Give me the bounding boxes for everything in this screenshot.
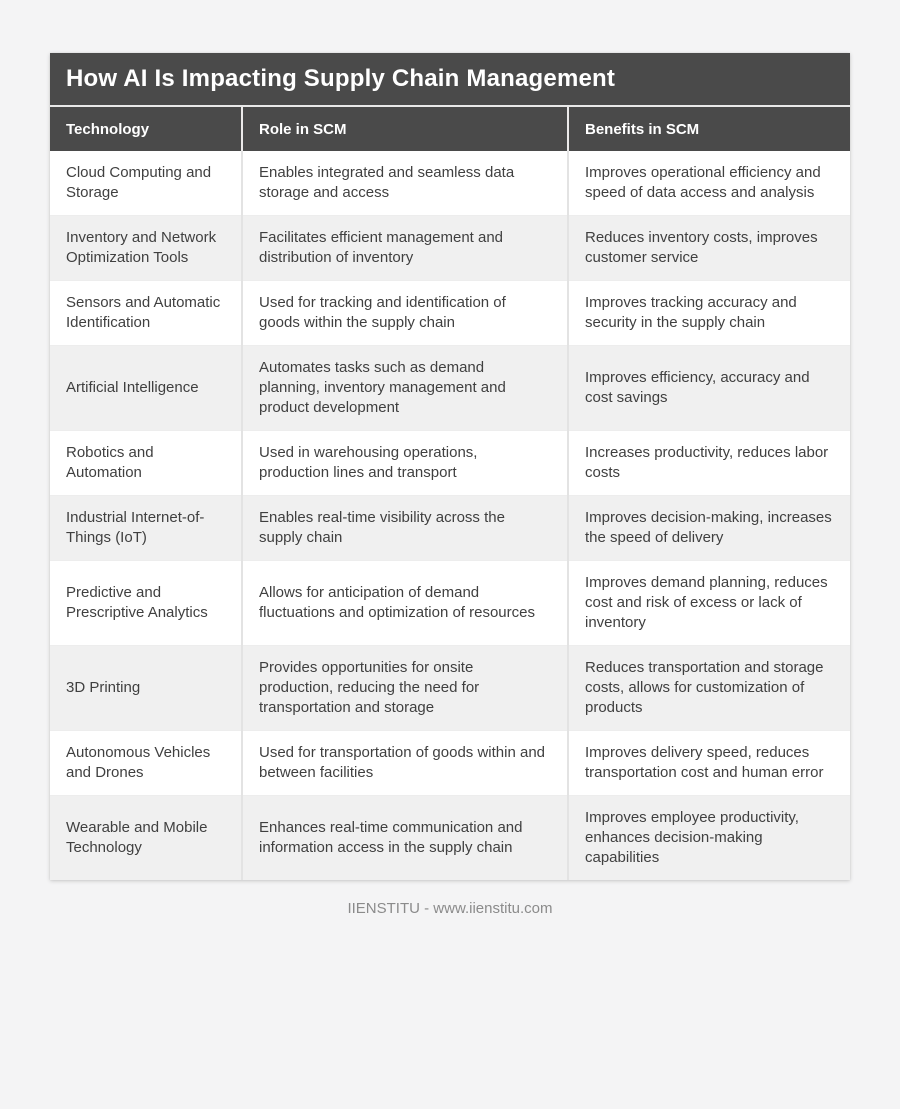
technology-cell: Wearable and Mobile Technology [50,796,242,881]
column-header-benefits: Benefits in SCM [568,107,850,151]
table-row [50,561,850,646]
table-row [50,796,850,881]
table-row [50,431,850,496]
technology-cell: Robotics and Automation [50,431,242,496]
table-row [50,281,850,346]
role-cell: Allows for anticipation of demand fluctuations and optimization of resources [242,561,568,646]
technology-cell: Sensors and Automatic Identification [50,281,242,346]
benefits-cell: Reduces transportation and storage costs, allows for customization of products [568,646,850,731]
table-row [50,216,850,281]
table-row [50,151,850,216]
benefits-cell: Improves tracking accuracy and security in the supply chain [568,281,850,346]
role-cell: Facilitates efficient management and distribution of inventory [242,216,568,281]
role-cell: Used in warehousing operations, production lines and transport [242,431,568,496]
benefits-cell: Reduces inventory costs, improves customer service [568,216,850,281]
role-cell: Enables real-time visibility across the supply chain [242,496,568,561]
column-header-role: Role in SCM [242,107,568,151]
table-row [50,646,850,731]
title-bar [50,53,850,107]
benefits-cell: Improves demand planning, reduces cost and risk of excess or lack of inventory [568,561,850,646]
role-cell: Used for transportation of goods within and between facilities [242,731,568,796]
scm-table [50,107,850,880]
footer-credit: IIENSTITU - www.iienstitu.com [347,900,553,917]
infographic-card [50,53,850,880]
benefits-cell: Increases productivity, reduces labor costs [568,431,850,496]
table-header-row [50,107,850,151]
benefits-cell: Improves employee productivity, enhances decision-making capabilities [568,796,850,881]
benefits-cell: Improves delivery speed, reduces transportation cost and human error [568,731,850,796]
benefits-cell: Improves decision-making, increases the speed of delivery [568,496,850,561]
table-row [50,496,850,561]
table-body [50,151,850,880]
column-header-technology: Technology [50,107,242,151]
role-cell: Enables integrated and seamless data storage and access [242,151,568,216]
role-cell: Provides opportunities for onsite production, reducing the need for transportation and storage [242,646,568,731]
technology-cell: 3D Printing [50,646,242,731]
role-cell: Enhances real-time communication and information access in the supply chain [242,796,568,881]
technology-cell: Industrial Internet-of-Things (IoT) [50,496,242,561]
technology-cell: Autonomous Vehicles and Drones [50,731,242,796]
technology-cell: Inventory and Network Optimization Tools [50,216,242,281]
table-row [50,346,850,431]
technology-cell: Predictive and Prescriptive Analytics [50,561,242,646]
page-title: How AI Is Impacting Supply Chain Management [66,65,616,92]
technology-cell: Cloud Computing and Storage [66,164,212,201]
table-row [50,731,850,796]
role-cell: Automates tasks such as demand planning, inventory management and product development [242,346,568,431]
benefits-cell: Improves efficiency, accuracy and cost savings [568,346,850,431]
technology-cell: Artificial Intelligence [50,346,242,431]
benefits-cell: Improves operational efficiency and speed of data access and analysis [568,151,850,216]
role-cell: Used for tracking and identification of goods within the supply chain [242,281,568,346]
